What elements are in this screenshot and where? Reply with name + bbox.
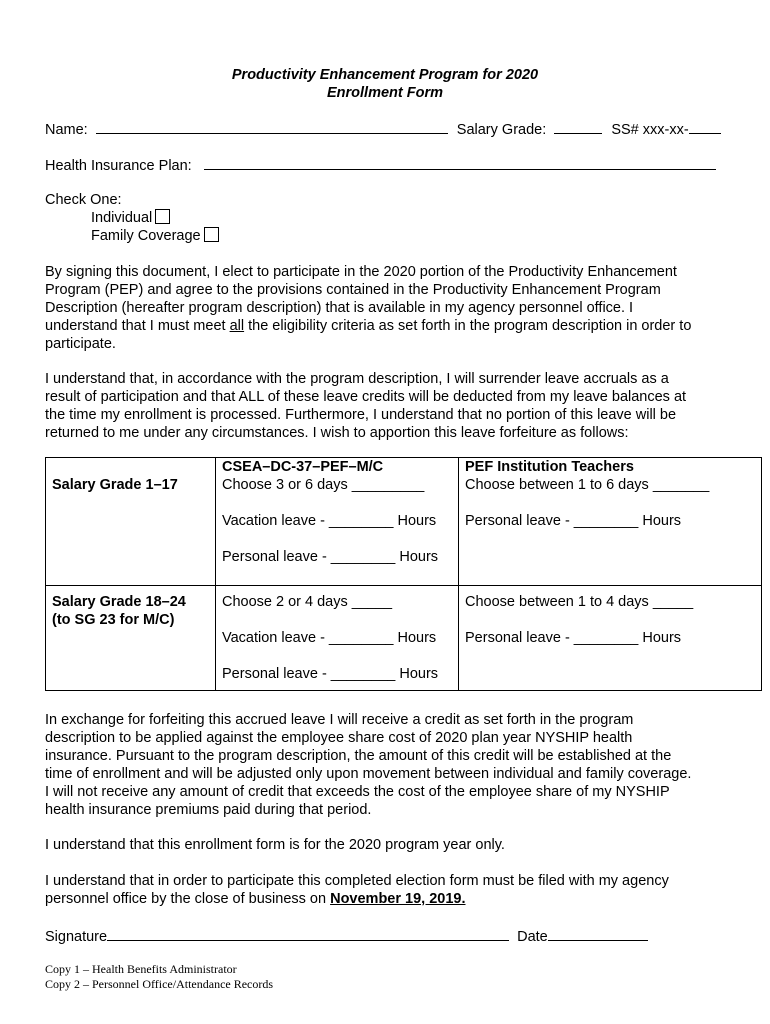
paragraph-text: the eligibility criteria as set forth in the program description in order to [244, 318, 692, 334]
personal-leave-field[interactable]: Personal leave - ________ Hours [222, 549, 439, 565]
copy-2-note: Copy 2 – Personnel Office/Attendance Records [45, 977, 274, 991]
family-label: Family Coverage [91, 228, 201, 244]
individual-option [91, 209, 170, 227]
table-row [46, 458, 762, 586]
paragraph-line [45, 317, 735, 335]
paragraph-line: time of enrollment and will be adjusted only upon movement between individual and family coverage. [45, 766, 692, 782]
name-label: Name: [45, 122, 88, 138]
vacation-leave-field[interactable]: Vacation leave - ________ Hours [222, 630, 437, 646]
paragraph-line: Program (PEP) and agree to the provisions contained in the Productivity Enhancement Program [45, 282, 661, 298]
paragraph-line: the time my enrollment is processed. Furthermore, I understand that no portion of this leave will be [45, 407, 677, 423]
paragraph-line: I will not receive any amount of credit that exceeds the cost of the employee share of my NYSHIP [45, 784, 670, 800]
pef-teachers-cell [459, 586, 762, 691]
family-checkbox[interactable] [204, 227, 219, 242]
paragraph-line: By signing this document, I elect to participate in the 2020 portion of the Productivity Enhancement [45, 264, 677, 280]
paragraph-line: I understand that in order to participate this completed election form must be filed with my agency [45, 873, 669, 889]
salary-grade-label: Salary Grade: [456, 122, 547, 138]
paragraph-line: In exchange for forfeiting this accrued leave I will receive a credit as set forth in the program [45, 712, 634, 728]
ss-label: SS# xxx-xx- [611, 122, 689, 138]
leave-forfeiture-table [45, 457, 762, 691]
choose-days-field[interactable]: Choose between 1 to 6 days _______ [465, 477, 710, 493]
deadline-date: November 19, 2019. [330, 891, 466, 907]
election-paragraph [45, 263, 735, 353]
form-title: Productivity Enhancement Program for 2020 [231, 67, 539, 83]
date-label: Date [517, 929, 548, 945]
paragraph-line: result of participation and that ALL of these leave credits will be deducted from my leave balances at [45, 389, 687, 405]
column-header-csea: CSEA–DC-37–PEF–M/C [222, 459, 384, 475]
health-plan-label: Health Insurance Plan: [45, 158, 192, 174]
choose-days-field[interactable]: Choose 3 or 6 days _________ [222, 477, 425, 493]
program-year-paragraph: I understand that this enrollment form is for the 2020 program year only. [45, 837, 505, 853]
paragraph-line: I understand that, in accordance with the program description, I will surrender leave accruals as a [45, 371, 669, 387]
name-field[interactable] [96, 119, 448, 134]
choose-days-field[interactable]: Choose 2 or 4 days _____ [222, 594, 393, 610]
copy-1-note: Copy 1 – Health Benefits Administrator [45, 962, 237, 976]
paragraph-line: description to be applied against the employee share cost of 2020 plan year NYSHIP health [45, 730, 633, 746]
paragraph-text: personnel office by the close of business on [45, 891, 331, 907]
table-row [46, 586, 762, 691]
form-subtitle: Enrollment Form [326, 85, 443, 101]
paragraph-line: returned to me under any circumstances. I wish to apportion this leave forfeiture as follows: [45, 425, 629, 441]
salary-grade-note: (to SG 23 for M/C) [52, 612, 175, 628]
csea-cell [216, 458, 459, 586]
signature-field[interactable] [107, 926, 509, 941]
pef-teachers-cell [459, 458, 762, 586]
personal-leave-field[interactable]: Personal leave - ________ Hours [465, 513, 682, 529]
signature-row [45, 926, 648, 946]
filing-deadline-paragraph [45, 872, 735, 908]
paragraph-line: participate. [45, 336, 116, 352]
health-plan-row [45, 155, 716, 175]
personal-leave-field[interactable]: Personal leave - ________ Hours [222, 666, 439, 682]
salary-grade-18-24: Salary Grade 18–24 [52, 594, 186, 610]
choose-days-field[interactable]: Choose between 1 to 4 days _____ [465, 594, 694, 610]
individual-checkbox[interactable] [155, 209, 170, 224]
ss-field[interactable] [689, 119, 721, 134]
paragraph-line: health insurance premiums paid during that period. [45, 802, 372, 818]
grade-cell [46, 586, 216, 691]
signature-label: Signature [45, 929, 108, 945]
family-option [91, 227, 219, 245]
paragraph-text: understand that I must meet [45, 318, 230, 334]
csea-cell [216, 586, 459, 691]
credit-paragraph [45, 711, 735, 819]
emphasis-all: all [229, 318, 245, 334]
name-row [45, 119, 721, 139]
personal-leave-field[interactable]: Personal leave - ________ Hours [465, 630, 682, 646]
column-header-pef-teachers: PEF Institution Teachers [465, 459, 634, 475]
surrender-paragraph [45, 370, 735, 442]
salary-grade-1-17: Salary Grade 1–17 [52, 477, 178, 493]
date-field[interactable] [548, 926, 648, 941]
health-plan-field[interactable] [204, 155, 716, 170]
check-one-label: Check One: [45, 192, 122, 208]
paragraph-line [45, 890, 735, 908]
salary-grade-field[interactable] [554, 119, 602, 134]
paragraph-line: Description (hereafter program description) that is available in my agency personnel office. I [45, 300, 634, 316]
vacation-leave-field[interactable]: Vacation leave - ________ Hours [222, 513, 437, 529]
paragraph-line: insurance. Pursuant to the program description, the amount of this credit will be established at the [45, 748, 672, 764]
individual-label: Individual [91, 210, 153, 226]
grade-cell [46, 458, 216, 586]
